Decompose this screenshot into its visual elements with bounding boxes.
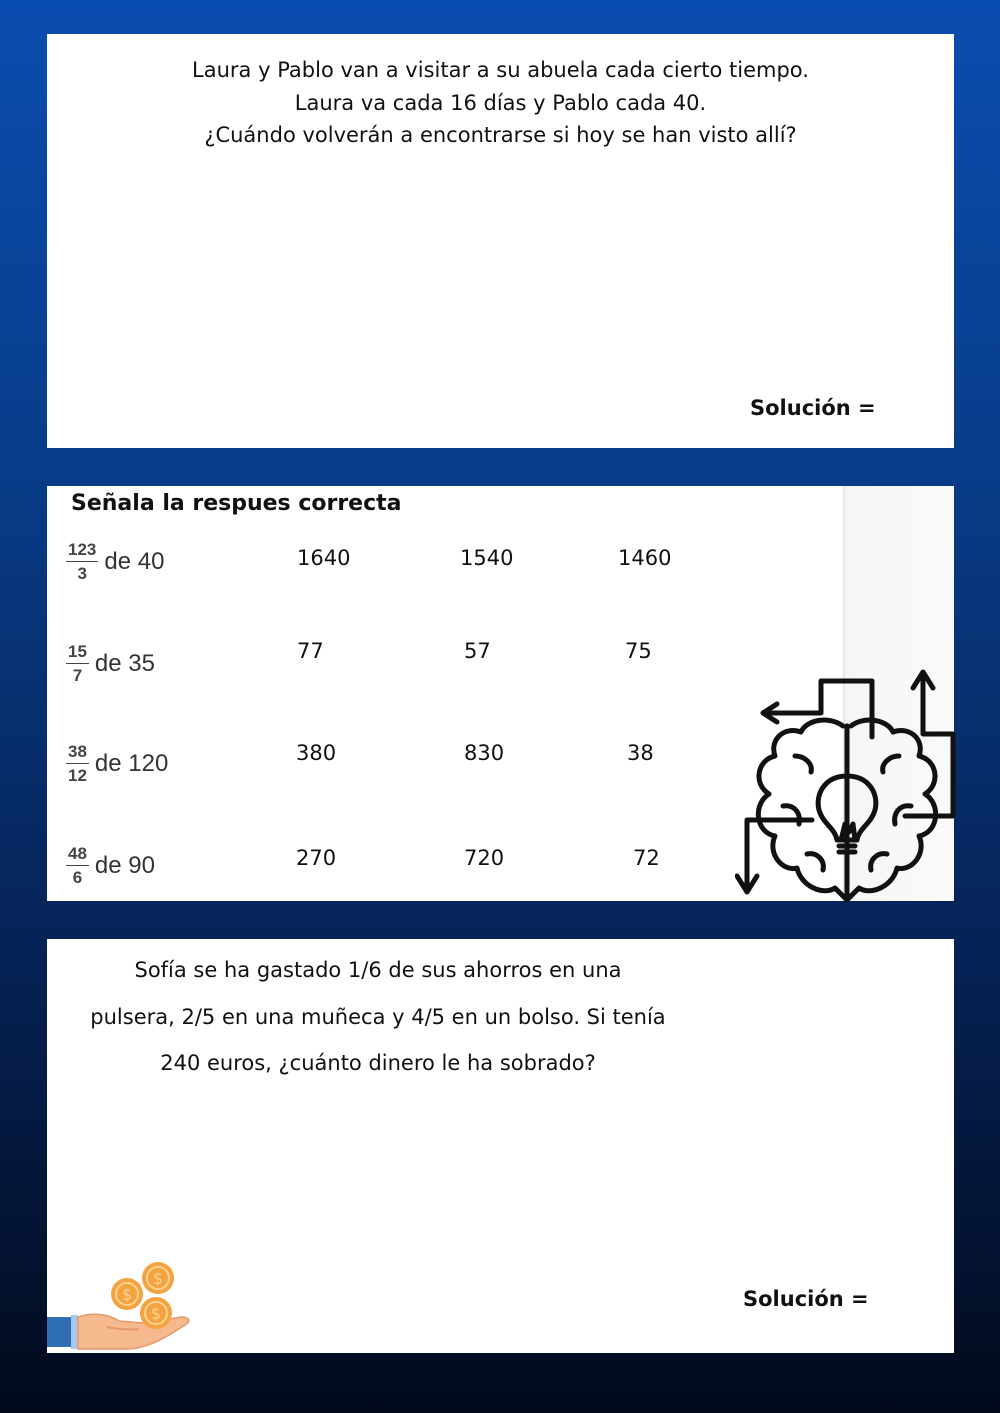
fraction-denominator: 12 — [68, 766, 87, 785]
answer-option[interactable]: 720 — [464, 846, 505, 870]
problem-1-line: ¿Cuándo volverán a encontrarse si hoy se han visto allí? — [204, 123, 797, 147]
fraction-denominator: 6 — [72, 868, 83, 887]
fraction — [66, 844, 89, 887]
svg-text:$: $ — [150, 1304, 162, 1323]
answer-option[interactable]: 1540 — [460, 546, 514, 570]
answer-option[interactable]: 57 — [464, 639, 491, 663]
problem-2-line: Sofía se ha gastado 1/6 de sus ahorros en una — [134, 958, 622, 982]
fraction-denominator: 3 — [77, 564, 87, 583]
fraction-numerator: 48 — [66, 844, 89, 866]
fraction-expression — [66, 642, 155, 685]
svg-text:$: $ — [121, 1285, 133, 1304]
fraction-expression — [66, 742, 168, 785]
quiz-row — [47, 540, 807, 600]
fraction-numerator: 15 — [66, 642, 89, 664]
problem-card-1 — [47, 34, 954, 448]
problem-2-line: 240 euros, ¿cuánto dinero le ha sobrado? — [160, 1051, 596, 1075]
fraction-expression — [66, 844, 155, 887]
answer-option[interactable]: 72 — [633, 846, 660, 870]
fraction-numerator: 123 — [66, 540, 98, 562]
fraction-of-text: de 90 — [94, 851, 155, 879]
answer-option[interactable]: 830 — [464, 741, 505, 765]
fraction-expression — [66, 540, 164, 583]
hand-coins-icon — [47, 1257, 197, 1357]
fraction — [66, 742, 89, 785]
fraction-of-text: de 120 — [94, 749, 169, 777]
problem-2-text — [47, 947, 709, 1087]
quiz-row — [47, 639, 807, 702]
answer-option[interactable]: 77 — [297, 639, 324, 663]
problem-1-line: Laura va cada 16 días y Pablo cada 40. — [294, 90, 707, 115]
answer-option[interactable]: 380 — [296, 741, 337, 765]
problem-2-line: pulsera, 2/5 en una muñeca y 4/5 en un bolso. Si tenía — [90, 1004, 666, 1029]
solution-label: Solución = — [750, 396, 876, 420]
problem-card-2 — [47, 939, 954, 1353]
fraction — [66, 540, 98, 583]
answer-option[interactable]: 38 — [627, 741, 654, 765]
fraction-numerator: 38 — [66, 742, 89, 764]
fraction — [66, 642, 89, 685]
answer-option[interactable]: 1640 — [297, 546, 351, 570]
answer-option[interactable]: 270 — [296, 846, 337, 870]
quiz-row — [47, 844, 807, 904]
answer-option[interactable]: 75 — [625, 639, 652, 663]
quiz-title: Señala la respues correcta — [71, 491, 402, 516]
fraction-of-text: de 35 — [94, 649, 155, 677]
solution-label: Solución = — [743, 1287, 869, 1311]
fraction-of-text: de 40 — [104, 547, 165, 575]
answer-option[interactable]: 1460 — [618, 546, 672, 570]
fraction-denominator: 7 — [72, 666, 83, 685]
svg-text:$: $ — [152, 1269, 164, 1288]
problem-1-text — [47, 54, 954, 152]
problem-1-line: Laura y Pablo van a visitar a su abuela cada cierto tiempo. — [192, 58, 809, 82]
quiz-row — [47, 742, 807, 802]
brain-lightbulb-icon — [735, 664, 960, 914]
